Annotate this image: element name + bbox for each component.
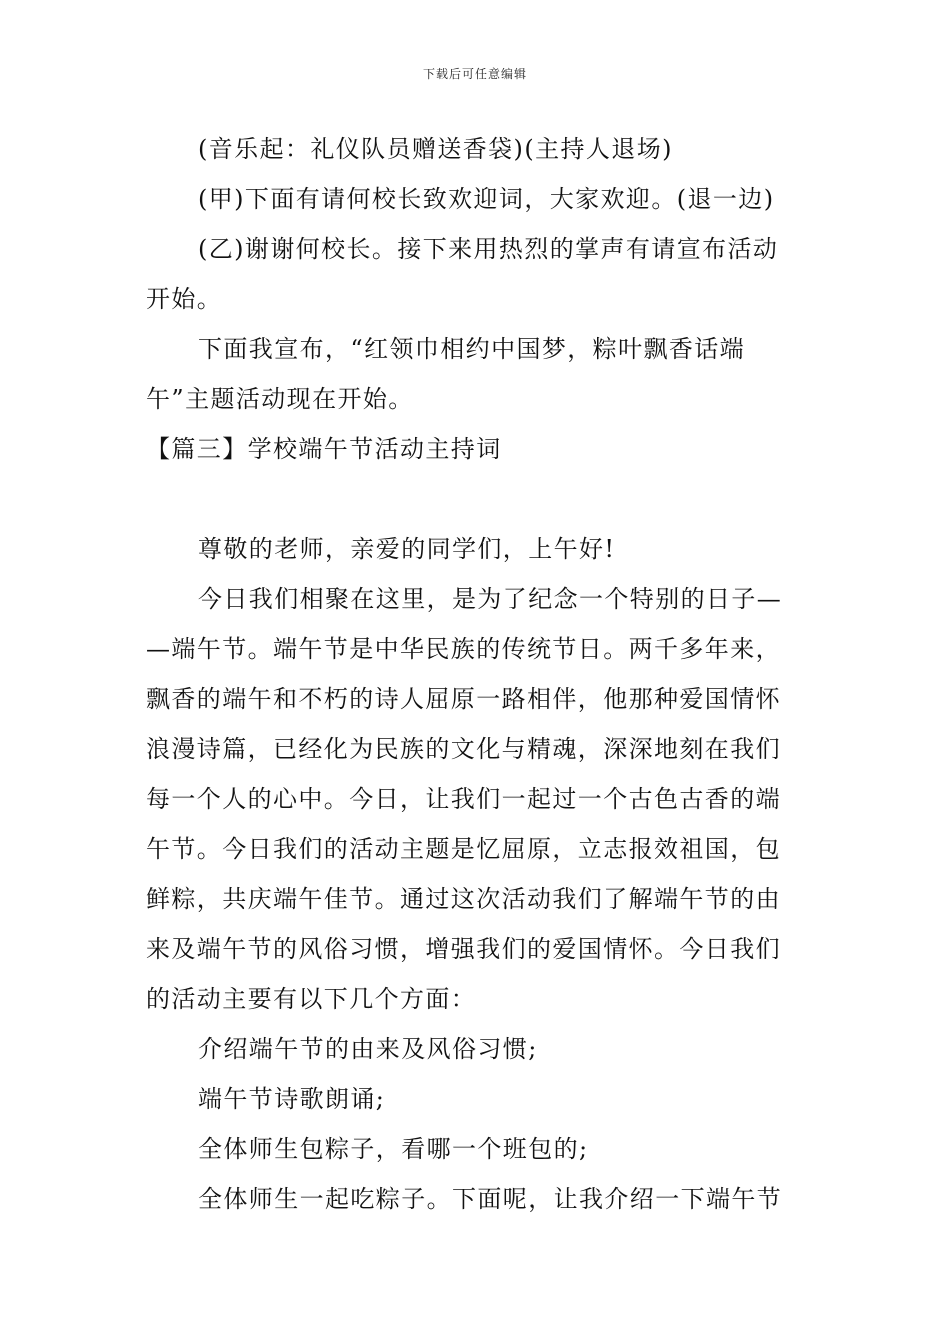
text-line: —端午节。端午节是中华民族的传统节日。两千多年来， bbox=[146, 635, 781, 663]
text-line: 今日我们相聚在这里，是为了纪念一个特别的日子— bbox=[198, 585, 783, 613]
text-line: (甲)下面有请何校长致欢迎词，大家欢迎。(退一边) bbox=[198, 185, 775, 213]
section-heading: 【篇三】学校端午节活动主持词 bbox=[146, 435, 502, 463]
text-line: 午”主题活动现在开始。 bbox=[146, 385, 414, 413]
blank-line bbox=[146, 474, 810, 524]
text-line: (乙)谢谢何校长。接下来用热烈的掌声有请宣布活动 bbox=[198, 235, 779, 263]
text-line: 飘香的端午和不朽的诗人屈原一路相伴，他那种爱国情怀 bbox=[146, 685, 781, 713]
text-line: 午节。今日我们的活动主题是忆屈原，立志报效祖国，包 bbox=[146, 835, 781, 863]
text-line: (音乐起：礼仪队员赠送香袋)(主持人退场) bbox=[198, 135, 673, 163]
text-line: 端午节诗歌朗诵; bbox=[198, 1085, 386, 1113]
page-header: 下载后可任意编辑 bbox=[422, 67, 527, 81]
text-line: 介绍端午节的由来及风俗习惯; bbox=[198, 1035, 538, 1063]
text-line: 来及端午节的风俗习惯，增强我们的爱国情怀。今日我们 bbox=[146, 935, 781, 963]
text-line: 鲜粽，共庆端午佳节。通过这次活动我们了解端午节的由 bbox=[146, 885, 781, 913]
text-line: 尊敬的老师，亲爱的同学们，上午好! bbox=[198, 535, 616, 563]
text-line: 全体师生一起吃粽子。下面呢，让我介绍一下端午节 bbox=[198, 1185, 783, 1213]
text-line: 下面我宣布，“红领巾相约中国梦，粽叶飘香话端 bbox=[198, 335, 746, 363]
text-line: 浪漫诗篇，已经化为民族的文化与精魂，深深地刻在我们 bbox=[146, 735, 781, 763]
text-line: 全体师生包粽子，看哪一个班包的; bbox=[198, 1135, 589, 1163]
text-line: 每一个人的心中。今日，让我们一起过一个古色古香的端 bbox=[146, 785, 781, 813]
document-body bbox=[146, 124, 810, 1224]
text-line: 的活动主要有以下几个方面： bbox=[146, 985, 477, 1013]
text-line: 开始。 bbox=[146, 285, 223, 313]
